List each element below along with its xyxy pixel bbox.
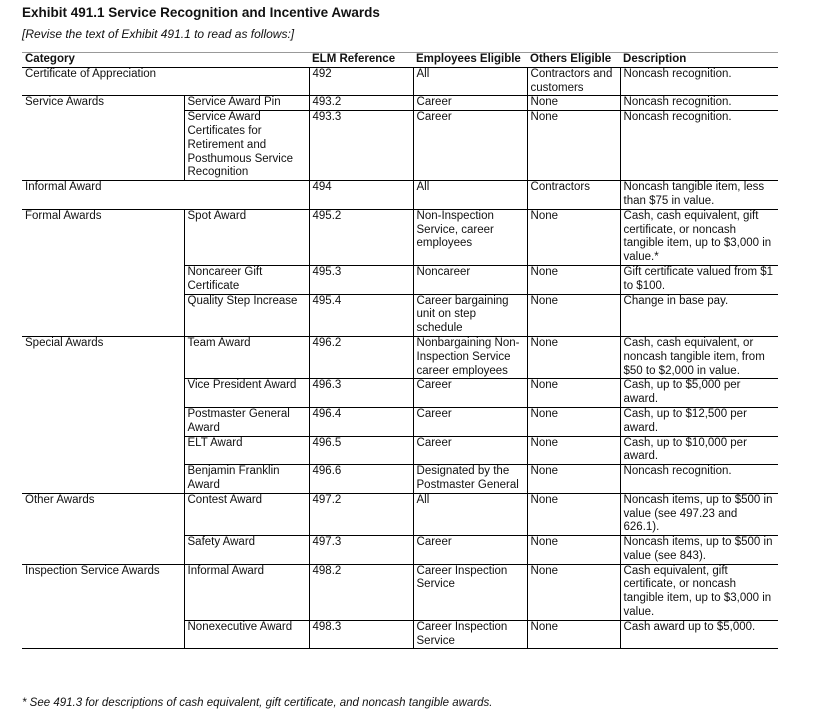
table-header-row xyxy=(22,53,778,67)
cell-award-type: Nonexecutive Award xyxy=(184,620,309,649)
table-row xyxy=(22,465,778,494)
footnote: * See 491.3 for descriptions of cash equivalent, gift certificate, and noncash tangible awards. xyxy=(22,697,493,709)
cell-description: Cash, cash equivalent, or noncash tangible item, from $50 to $2,000 in value. xyxy=(620,336,778,378)
cell-others-eligible: Contractors and customers xyxy=(527,67,620,96)
cell-elm-reference: 496.4 xyxy=(309,407,413,436)
cell-award-type: Contest Award xyxy=(184,493,309,535)
table-row xyxy=(22,96,778,111)
cell-employees-eligible: Non-Inspection Service, career employees xyxy=(413,209,527,265)
cell-description: Cash award up to $5,000. xyxy=(620,620,778,649)
cell-elm-reference: 496.6 xyxy=(309,465,413,494)
awards-table xyxy=(22,53,778,649)
cell-elm-reference: 497.2 xyxy=(309,493,413,535)
table-row xyxy=(22,407,778,436)
header-others-eligible: Others Eligible xyxy=(527,53,620,67)
cell-award-type: ELT Award xyxy=(184,436,309,465)
cell-description: Cash, up to $10,000 per award. xyxy=(620,436,778,465)
cell-others-eligible: None xyxy=(527,465,620,494)
cell-description: Noncash recognition. xyxy=(620,111,778,181)
table-row xyxy=(22,620,778,649)
cell-others-eligible: None xyxy=(527,209,620,265)
cell-award-type: Spot Award xyxy=(184,209,309,265)
cell-category: Service Awards xyxy=(22,96,184,111)
header-category: Category xyxy=(22,53,309,67)
cell-employees-eligible: Career xyxy=(413,407,527,436)
cell-others-eligible: None xyxy=(527,111,620,181)
header-employees-eligible: Employees Eligible xyxy=(413,53,527,67)
cell-employees-eligible: Nonbargaining Non-Inspection Service career employees xyxy=(413,336,527,378)
cell-employees-eligible: Career Inspection Service xyxy=(413,620,527,649)
cell-employees-eligible: Designated by the Postmaster General xyxy=(413,465,527,494)
cell-elm-reference: 495.3 xyxy=(309,265,413,294)
cell-employees-eligible: Career xyxy=(413,96,527,111)
cell-award-type: Quality Step Increase xyxy=(184,294,309,336)
cell-category xyxy=(22,465,184,494)
cell-elm-reference: 496.3 xyxy=(309,379,413,408)
cell-description: Noncash recognition. xyxy=(620,67,778,96)
cell-elm-reference: 496.2 xyxy=(309,336,413,378)
cell-award-type: Service Award Pin xyxy=(184,96,309,111)
cell-category: Special Awards xyxy=(22,336,184,378)
cell-employees-eligible: Career xyxy=(413,111,527,181)
cell-category xyxy=(22,536,184,565)
cell-description: Cash equivalent, gift certificate, or noncash tangible item, up to $3,000 in value. xyxy=(620,564,778,620)
cell-category xyxy=(22,407,184,436)
cell-description: Cash, up to $12,500 per award. xyxy=(620,407,778,436)
cell-award-type: Noncareer Gift Certificate xyxy=(184,265,309,294)
cell-category: Certificate of Appreciation xyxy=(22,67,309,96)
cell-others-eligible: None xyxy=(527,96,620,111)
table-row xyxy=(22,209,778,265)
table-row xyxy=(22,265,778,294)
cell-elm-reference: 498.3 xyxy=(309,620,413,649)
cell-description: Noncash recognition. xyxy=(620,465,778,494)
cell-employees-eligible: Career xyxy=(413,436,527,465)
cell-category: Informal Award xyxy=(22,181,309,210)
table-row xyxy=(22,336,778,378)
cell-employees-eligible: All xyxy=(413,67,527,96)
cell-others-eligible: None xyxy=(527,620,620,649)
revision-note: [Revise the text of Exhibit 491.1 to read as follows:] xyxy=(22,27,295,41)
cell-category xyxy=(22,294,184,336)
cell-category xyxy=(22,379,184,408)
table-row xyxy=(22,564,778,620)
cell-category: Inspection Service Awards xyxy=(22,564,184,620)
table-row xyxy=(22,436,778,465)
table-row xyxy=(22,379,778,408)
table-row xyxy=(22,111,778,181)
cell-employees-eligible: Career xyxy=(413,536,527,565)
exhibit-title: Exhibit 491.1 Service Recognition and Incentive Awards xyxy=(22,5,380,20)
cell-elm-reference: 494 xyxy=(309,181,413,210)
cell-employees-eligible: Career bargaining unit on step schedule xyxy=(413,294,527,336)
cell-description: Cash, cash equivalent, gift certificate, or noncash tangible item, up to $3,000 in value.* xyxy=(620,209,778,265)
table-row xyxy=(22,294,778,336)
cell-elm-reference: 498.2 xyxy=(309,564,413,620)
cell-description: Change in base pay. xyxy=(620,294,778,336)
table-row xyxy=(22,181,778,210)
cell-others-eligible: None xyxy=(527,336,620,378)
cell-employees-eligible: Noncareer xyxy=(413,265,527,294)
cell-elm-reference: 493.3 xyxy=(309,111,413,181)
cell-description: Noncash items, up to $500 in value (see 497.23 and 626.1). xyxy=(620,493,778,535)
table-body xyxy=(22,67,778,649)
cell-elm-reference: 492 xyxy=(309,67,413,96)
cell-category xyxy=(22,111,184,181)
table-row xyxy=(22,493,778,535)
cell-award-type: Team Award xyxy=(184,336,309,378)
cell-employees-eligible: Career xyxy=(413,379,527,408)
cell-description: Noncash recognition. xyxy=(620,96,778,111)
cell-employees-eligible: Career Inspection Service xyxy=(413,564,527,620)
cell-others-eligible: None xyxy=(527,564,620,620)
cell-description: Gift certificate valued from $1 to $100. xyxy=(620,265,778,294)
cell-elm-reference: 497.3 xyxy=(309,536,413,565)
cell-award-type: Benjamin Franklin Award xyxy=(184,465,309,494)
cell-elm-reference: 496.5 xyxy=(309,436,413,465)
cell-employees-eligible: All xyxy=(413,181,527,210)
cell-others-eligible: None xyxy=(527,536,620,565)
cell-others-eligible: None xyxy=(527,265,620,294)
cell-others-eligible: None xyxy=(527,379,620,408)
cell-category xyxy=(22,436,184,465)
cell-description: Noncash items, up to $500 in value (see 843). xyxy=(620,536,778,565)
cell-description: Cash, up to $5,000 per award. xyxy=(620,379,778,408)
cell-award-type: Service Award Certificates for Retirement and Posthumous Service Recognition xyxy=(184,111,309,181)
cell-category xyxy=(22,620,184,649)
cell-others-eligible: None xyxy=(527,407,620,436)
cell-award-type: Safety Award xyxy=(184,536,309,565)
header-description: Description xyxy=(620,53,778,67)
cell-category xyxy=(22,265,184,294)
cell-others-eligible: Contractors xyxy=(527,181,620,210)
cell-others-eligible: None xyxy=(527,436,620,465)
header-elm-reference: ELM Reference xyxy=(309,53,413,67)
cell-award-type: Postmaster General Award xyxy=(184,407,309,436)
cell-elm-reference: 495.2 xyxy=(309,209,413,265)
cell-category: Other Awards xyxy=(22,493,184,535)
cell-employees-eligible: All xyxy=(413,493,527,535)
cell-elm-reference: 493.2 xyxy=(309,96,413,111)
cell-award-type: Vice President Award xyxy=(184,379,309,408)
cell-others-eligible: None xyxy=(527,294,620,336)
cell-elm-reference: 495.4 xyxy=(309,294,413,336)
cell-others-eligible: None xyxy=(527,493,620,535)
cell-award-type: Informal Award xyxy=(184,564,309,620)
table-row xyxy=(22,536,778,565)
cell-category: Formal Awards xyxy=(22,209,184,265)
cell-description: Noncash tangible item, less than $75 in value. xyxy=(620,181,778,210)
table-row xyxy=(22,67,778,96)
